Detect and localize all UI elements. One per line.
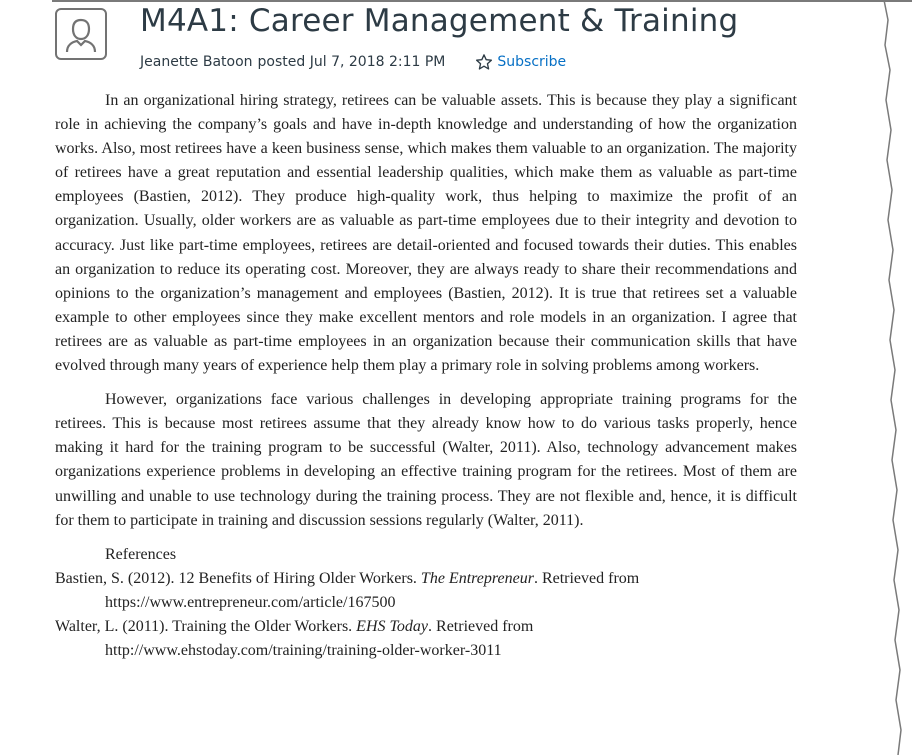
- subscribe-label: Subscribe: [497, 54, 567, 70]
- reference-retrieved: . Retrieved from: [428, 617, 534, 635]
- posted-label: posted: [257, 54, 306, 70]
- posted-date: Jul 7, 2018 2:11 PM: [309, 54, 446, 70]
- reference-source: EHS Today: [356, 617, 429, 635]
- post-meta: [140, 52, 566, 72]
- reference-retrieved: . Retrieved from: [533, 569, 640, 587]
- reference-item: [55, 567, 797, 615]
- avatar-icon: [61, 14, 101, 54]
- reference-url[interactable]: http://www.ehstoday.com/training/training-older-worker-3011: [105, 641, 502, 659]
- reference-item: [55, 615, 797, 663]
- body-paragraph: However, organizations face various challenges in developing appropriate training programs for the retirees. This is because most retirees assume that they already know how to do various tasks properly, hence making it hard for the training program to be successful (Walter, 2011). Also, technology advancement makes organizations experience problems in developing an effective training program for the retirees. Most of them are unwilling and unable to use technology during the training process. They are not flexible and, hence, it is difficult for them to participate in training and discussion sessions regularly (Walter, 2011).: [55, 391, 797, 529]
- reference-source: The Entrepreneur: [420, 569, 534, 587]
- star-icon: [475, 53, 493, 71]
- page-title: M4A1: Career Management & Training: [140, 3, 739, 39]
- subscribe-button[interactable]: [475, 53, 566, 71]
- author-name[interactable]: Jeanette Batoon: [140, 54, 253, 70]
- post-body: [55, 89, 797, 663]
- reference-text: Walter, L. (2011). Training the Older Workers.: [55, 617, 357, 635]
- body-paragraph: In an organizational hiring strategy, retirees can be valuable assets. This is because they play a significant role in achieving the company’s goals and have in-depth knowledge and understanding of how the organization works. Also, most retirees have a keen business sense, which makes them valuable to an organization. The majority of retirees have a great reputation and essential leadership qualities, which make them as valuable as part-time employees (Bastien, 2012). They produce high-quality work, thus helping to maximize the profit of an organization. Usually, older workers are as valuable as part-time employees due to their integrity and devotion to accuracy. Just like part-time employees, retirees are detail-oriented and focused towards their duties. This enables an organization to reduce its operating cost. Moreover, they are always ready to share their recommendations and opinions to the organization’s management and employees (Bastien, 2012). It is true that retirees set a valuable example to other employees since they make excellent mentors and role models in an organization. I agree that retirees are as valuable as part-time employees in an organization because their communication skills that have evolved through many years of experience help them play a primary role in solving problems among workers.: [55, 92, 797, 375]
- reference-text: Bastien, S. (2012). 12 Benefits of Hiring Older Workers.: [55, 569, 421, 587]
- screenshot-torn-right-edge: [880, 0, 908, 755]
- author-avatar[interactable]: [55, 8, 107, 60]
- reference-url[interactable]: https://www.entrepreneur.com/article/167500: [105, 593, 396, 611]
- references-heading: References: [105, 545, 177, 563]
